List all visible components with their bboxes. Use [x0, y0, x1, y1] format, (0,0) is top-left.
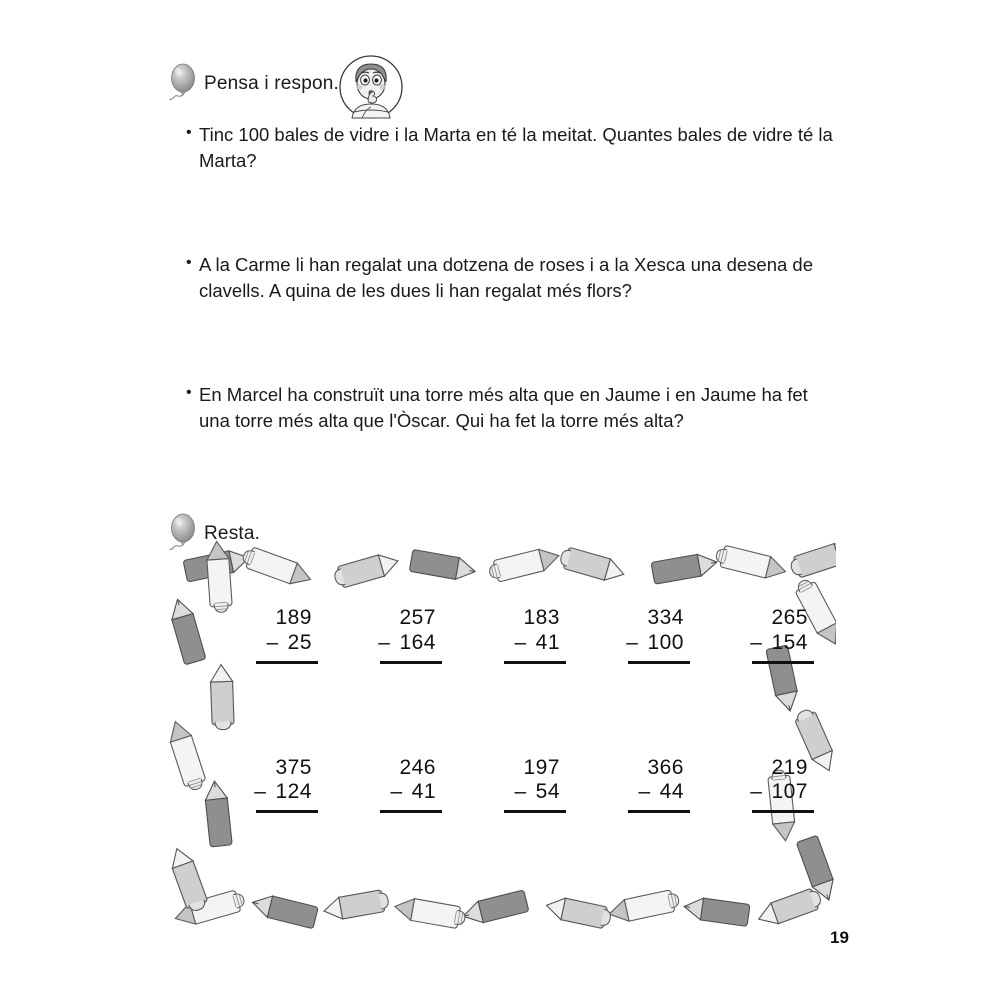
math-problem[interactable] — [710, 606, 814, 664]
answer-rule[interactable] — [256, 661, 318, 664]
subtrahend-line — [254, 780, 318, 805]
math-problem[interactable] — [462, 606, 566, 664]
minuend: 219 — [771, 755, 808, 779]
question-text: En Marcel ha construït una torre més alta que en Jaume i en Jaume ha fet una torre més alta que l'Òscar. Qui ha fet la torre més alta? — [199, 384, 808, 432]
subtrahend: 154 — [771, 630, 808, 654]
minuend: 257 — [399, 606, 436, 629]
subtrahend-line — [514, 780, 566, 805]
math-problem[interactable] — [214, 606, 318, 664]
minus-operator: – — [390, 780, 403, 804]
minus-operator: – — [750, 630, 763, 654]
answer-rule[interactable] — [752, 661, 814, 664]
answer-rule[interactable] — [256, 810, 318, 813]
answer-rule[interactable] — [504, 661, 566, 664]
math-problem[interactable] — [338, 756, 442, 814]
minus-operator: – — [514, 630, 527, 654]
minuend: 366 — [647, 755, 684, 779]
minuend: 246 — [399, 755, 436, 779]
subtrahend: 124 — [275, 780, 312, 804]
bullet-marker: • — [186, 124, 192, 141]
answer-rule[interactable] — [504, 810, 566, 813]
math-row — [214, 756, 814, 814]
subtrahend: 164 — [399, 630, 436, 654]
math-row — [214, 606, 814, 664]
minus-operator: – — [514, 780, 527, 804]
subtrahend: 41 — [535, 630, 560, 654]
minus-operator: – — [638, 780, 651, 804]
minus-operator: – — [266, 630, 279, 654]
minuend: 183 — [523, 606, 560, 629]
answer-rule[interactable] — [628, 810, 690, 813]
question-text: Tinc 100 bales de vidre i la Marta en té la meitat. Quantes bales de vidre té la Marta? — [199, 124, 833, 172]
balloon-icon — [166, 62, 200, 106]
page-number: 19 — [830, 928, 849, 947]
question-item — [186, 382, 836, 435]
subtrahend-line — [638, 780, 690, 805]
subtrahend-line — [750, 631, 814, 656]
subtrahend-line — [390, 780, 442, 805]
math-problem[interactable] — [586, 756, 690, 814]
subtrahend: 100 — [647, 630, 684, 654]
bullet-marker: • — [186, 384, 192, 401]
minus-operator: – — [750, 780, 763, 804]
thinking-character-icon — [338, 52, 404, 122]
math-problem[interactable] — [710, 756, 814, 814]
bullet-marker: • — [186, 254, 192, 271]
section-title: Pensa i respon. — [204, 73, 340, 94]
minuend: 375 — [275, 755, 312, 779]
answer-rule[interactable] — [380, 661, 442, 664]
subtraction-exercise-grid — [214, 606, 814, 813]
question-item — [186, 122, 836, 175]
answer-rule[interactable] — [752, 810, 814, 813]
math-problem[interactable] — [338, 606, 442, 664]
minus-operator: – — [254, 780, 267, 804]
section-header-pensa-i-respon — [166, 62, 339, 106]
answer-rule[interactable] — [380, 810, 442, 813]
answer-rule[interactable] — [628, 661, 690, 664]
minus-operator: – — [626, 630, 639, 654]
subtrahend-line — [750, 780, 814, 805]
subtrahend-line — [626, 631, 690, 656]
subtrahend: 54 — [535, 780, 560, 804]
question-text: A la Carme li han regalat una dotzena de roses i a la Xesca una desena de clavells. A quina de les dues li han regalat més flors? — [199, 254, 813, 302]
subtrahend: 41 — [411, 780, 436, 804]
minuend: 334 — [647, 606, 684, 629]
math-problem[interactable] — [586, 606, 690, 664]
section-title: Resta. — [204, 523, 261, 544]
subtrahend: 44 — [659, 780, 684, 804]
subtrahend-line — [266, 631, 318, 656]
question-item — [186, 252, 836, 305]
minuend: 265 — [771, 606, 808, 629]
minus-operator: – — [378, 630, 391, 654]
subtrahend-line — [514, 631, 566, 656]
minuend: 197 — [523, 755, 560, 779]
math-problem[interactable] — [462, 756, 566, 814]
subtrahend-line — [378, 631, 442, 656]
subtrahend: 25 — [287, 630, 312, 654]
subtrahend: 107 — [771, 780, 808, 804]
math-problem[interactable] — [214, 756, 318, 814]
minuend: 189 — [275, 606, 312, 629]
